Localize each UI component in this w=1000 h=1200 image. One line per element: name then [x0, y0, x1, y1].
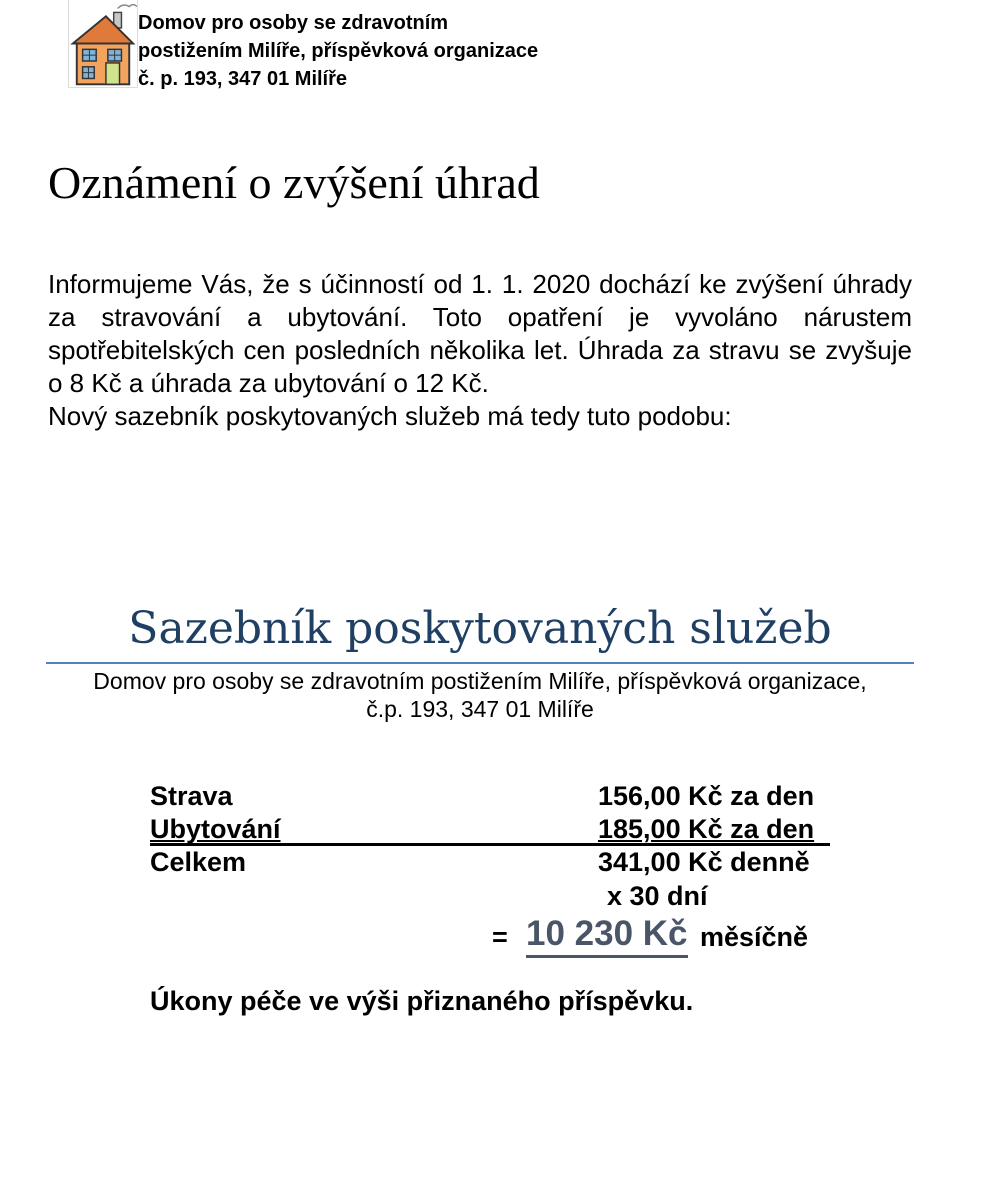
rates-title: Sazebník poskytovaných služeb [46, 600, 914, 664]
notice-body [48, 268, 912, 433]
multiplier-text: x 30 dní [607, 881, 708, 911]
rates-table [150, 780, 830, 959]
rate-label: Celkem [150, 847, 247, 877]
rates-organization [46, 667, 914, 723]
rate-label: Ubytování [150, 814, 281, 844]
notice-intro-line: Nový sazebník poskytovaných služeb má tedy tuto podobu: [48, 401, 732, 431]
rates-org-line-2: č.p. 193, 347 01 Milíře [366, 696, 594, 722]
rate-value: 185,00 Kč za den [598, 814, 815, 844]
notice-paragraph: Informujeme Vás, že s účinností od 1. 1. 2020 dochází ke zvýšení úhrady za stravování a ubytování. Toto opatření je vyvoláno nárustem spotřebitelských cen posledních několika let. Úhrada za stravu se zvyšuje o 8 Kč a úhrada za ubytování o 12 Kč. [48, 269, 912, 398]
equals-sign: = [492, 922, 508, 952]
rate-row-strava [150, 780, 830, 813]
letterhead [68, 0, 628, 90]
monthly-suffix: měsíčně [700, 922, 809, 952]
rate-value: 341,00 Kč denně [598, 847, 810, 877]
rate-label: Strava [150, 781, 233, 811]
org-name-line-2: postižením Milíře, příspěvková organizace [138, 40, 539, 62]
care-note: Úkony péče ve výši přiznaného příspěvku. [150, 986, 694, 1016]
rate-value: 156,00 Kč za den [598, 781, 815, 811]
monthly-total-row [150, 915, 830, 959]
organization-header [138, 9, 618, 93]
org-name-line-1: Domov pro osoby se zdravotním [138, 12, 449, 34]
rate-row-ubytovani [150, 813, 830, 846]
rates-org-line-1: Domov pro osoby se zdravotním postižením Milíře, příspěvková organizace, [93, 668, 867, 694]
monthly-amount: 10 230 Kč [526, 913, 688, 958]
org-address-line: č. p. 193, 347 01 Milíře [138, 68, 348, 90]
page-title: Oznámení o zvýšení úhrad [48, 157, 540, 208]
rate-row-celkem [150, 846, 830, 879]
multiplier-row [150, 879, 830, 913]
house-logo-icon [68, 0, 138, 88]
